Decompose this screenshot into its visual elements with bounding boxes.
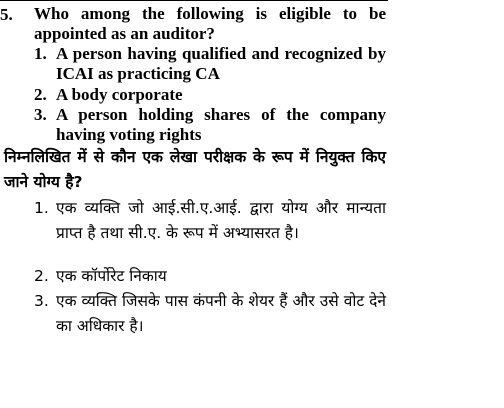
hindi-option-2 [34,264,386,289]
option-number: 3. [34,292,49,310]
option-number: 2. [34,85,47,104]
option-text: A person having qualified and recognized by ICAI as practicing CA [56,44,386,83]
option-number: 2. [34,267,49,285]
question-number: 5. [0,5,13,24]
english-option-1 [34,44,386,84]
hindi-option-3 [34,289,386,339]
option-text: A person holding shares of the company having voting rights [56,105,386,144]
top-rule [0,0,388,1]
option-text: एक व्यक्ति जो आई.सी.ए.आई. द्वारा योग्य और मान्यता प्राप्त है तथा सी.ए. के रूप में अभ्यासरत है। [56,199,386,242]
option-text: एक कॉर्पोरेट निकाय [56,267,167,285]
english-option-2 [34,85,386,105]
hindi-option-1 [34,196,386,246]
option-number: 1. [34,199,49,217]
question-stem-hindi: निम्नलिखित में से कौन एक लेखा परीक्षक के रूप में नियुक्त किए जाने योग्य है? [4,148,386,191]
english-option-3 [34,105,386,145]
option-number: 1. [34,44,47,63]
option-number: 3. [34,105,47,124]
option-text: एक व्यक्ति जिसके पास कंपनी के शेयर हैं और उसे वोट देने का अधिकार है। [56,292,386,335]
option-text: A body corporate [56,85,183,104]
question-stem-english: Who among the following is eligible to be appointed as an auditor? [34,4,386,43]
